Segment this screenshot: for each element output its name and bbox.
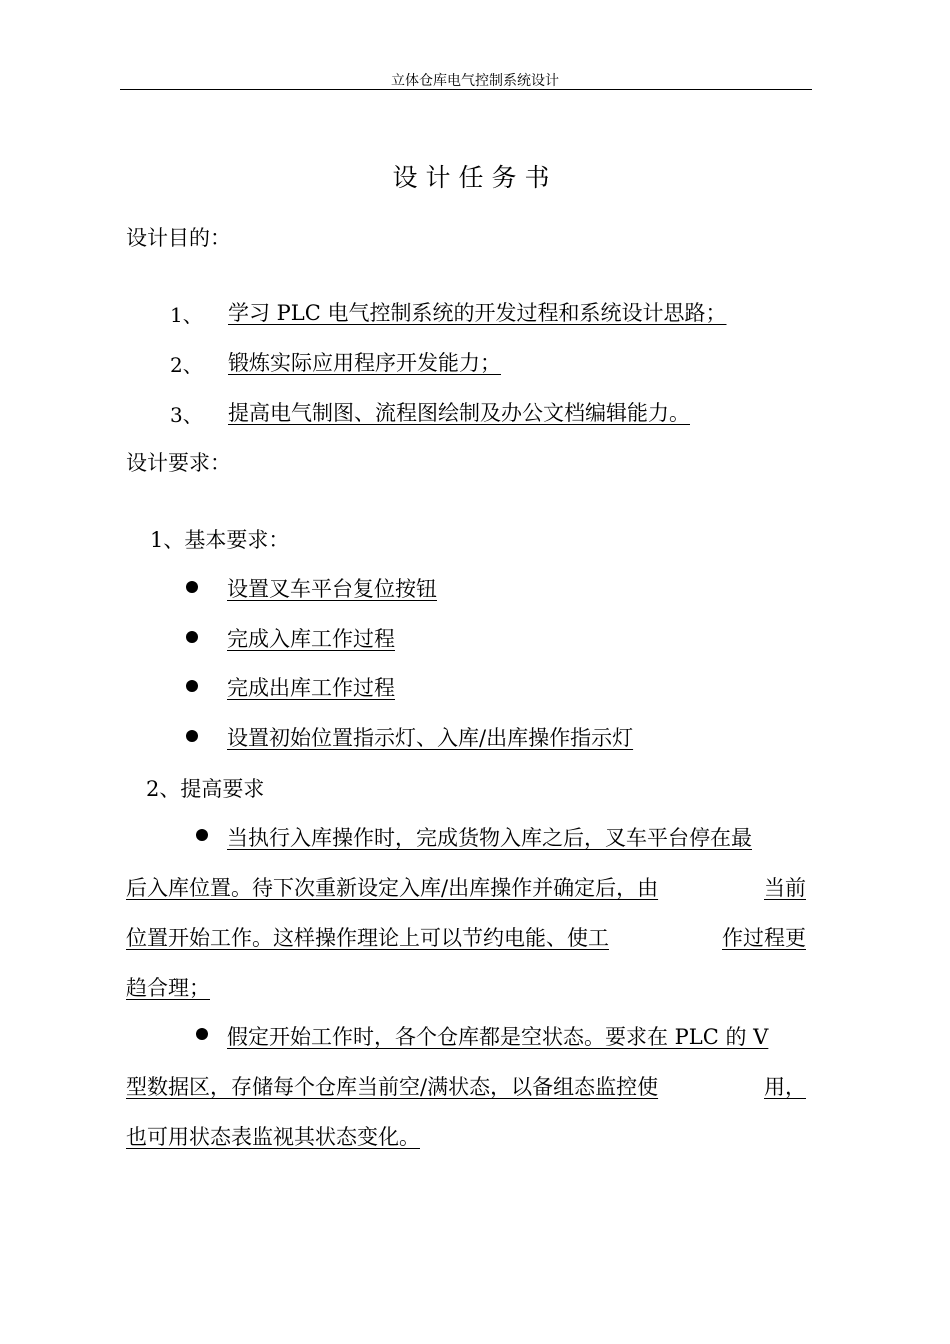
header-rule (120, 89, 812, 90)
advanced-para2-line2-end: 用， (764, 1075, 806, 1099)
bullet-icon (196, 1028, 208, 1040)
bullet-icon (186, 680, 198, 692)
basic-item-3: 完成出库工作过程 (227, 676, 395, 700)
basic-item-1: 设置叉车平台复位按钮 (227, 577, 437, 601)
advanced-para1-line1: 当执行入库操作时，完成货物入库之后，叉车平台停在最 (227, 826, 752, 850)
advanced-para1-line2-start: 后入库位置。待下次重新设定入库/出库操作并确定后，由 (126, 876, 659, 900)
purpose-item-3-text: 提高电气制图、流程图绘制及办公文档编辑能力。 (228, 401, 690, 425)
document-title: 设计任务书 (392, 163, 558, 192)
advanced-para1-line4: 趋合理； (126, 976, 210, 1000)
advanced-para2-line3: 也可用状态表监视其状态变化。 (126, 1125, 420, 1149)
advanced-requirements-heading: 2、提高要求 (146, 777, 265, 801)
purpose-item-2-number: 2、 (170, 353, 203, 377)
advanced-para1-line2 (126, 872, 806, 902)
purpose-heading: 设计目的： (126, 226, 231, 250)
purpose-item-1-text: 学习 PLC 电气控制系统的开发过程和系统设计思路； (228, 301, 727, 325)
bullet-icon (196, 829, 208, 841)
advanced-para1-line3-start: 位置开始工作。这样操作理论上可以节约电能、使工 (126, 926, 609, 950)
bullet-icon (186, 631, 198, 643)
advanced-para1-line3 (126, 922, 806, 952)
requirements-heading: 设计要求： (126, 451, 231, 475)
advanced-para1-line3-end: 作过程更 (722, 926, 806, 950)
advanced-para2-line2 (126, 1071, 806, 1101)
advanced-para2-line2-start: 型数据区，存储每个仓库当前空/满状态，以备组态监控使 (126, 1075, 659, 1099)
basic-requirements-heading: 1、基本要求： (150, 528, 290, 552)
advanced-para1-line2-end: 当前 (764, 876, 806, 900)
purpose-item-2-text: 锻炼实际应用程序开发能力； (228, 351, 501, 375)
bullet-icon (186, 581, 198, 593)
basic-item-4: 设置初始位置指示灯、入库/出库操作指示灯 (227, 726, 634, 750)
bullet-icon (186, 730, 198, 742)
advanced-para2-line1: 假定开始工作时，各个仓库都是空状态。要求在 PLC 的 V (227, 1025, 769, 1049)
purpose-item-1-number: 1、 (170, 303, 203, 327)
purpose-item-3-number: 3、 (170, 403, 203, 427)
basic-item-2: 完成入库工作过程 (227, 627, 395, 651)
running-header: 立体仓库电气控制系统设计 (391, 73, 559, 89)
